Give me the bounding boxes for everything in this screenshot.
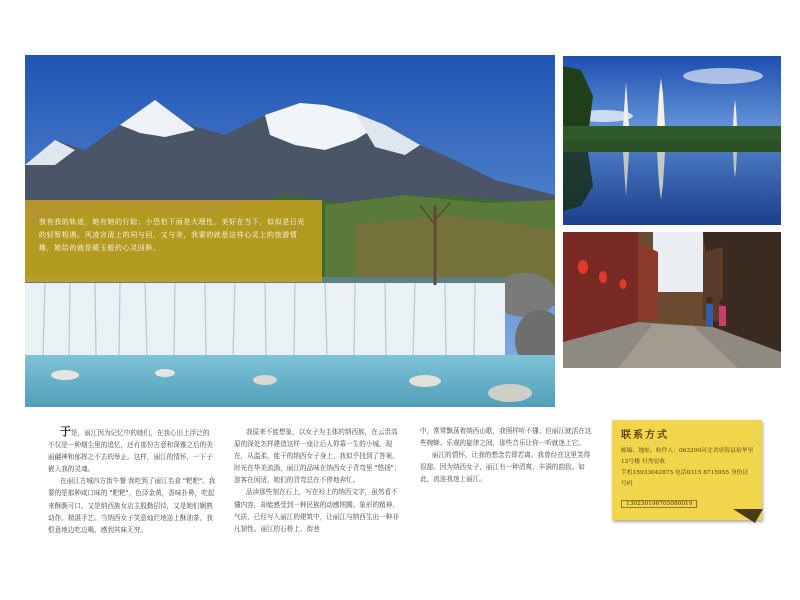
paragraph: 我原来不能想象，以女子为主体的纳西族，在云贵高原的深处怎样建造这样一座让后人仰慕一生的小城。现在，从温柔、能干的纳西女子身上，我似乎找到了答案。时光在华美流淌，丽江的品味在纳西女子背弯里 "悠扬"；游客在闲适，她们的背弯总在不停地奔忙。: [234, 428, 401, 485]
quote-text: 我有我的轨迹，她有她的行踪；小恐怕下面是大理性，美好在当下，似似是日光的轻暂相遇。风凌言清上的同与回，又与美，我要的就是这样心灵上的旅游情趣，她给的就是暖玉般的心灵回眸。: [39, 218, 305, 252]
contact-title: 联系方式: [621, 430, 669, 441]
quote-box: [25, 200, 322, 282]
article-column-2: [234, 426, 404, 535]
paragraph: 中，常常飘荡着纳西山歌，我照样听不懂；但丽江就活在这些婉蝉、乐观的旋律之间，那些音乐让你一听就迷上它。: [420, 427, 592, 448]
old-town-street-photo: [563, 232, 781, 368]
paragraph: 丽江的情怀，让我的想念若即若离。我曾经在这里笑得很甜。因为纳西女子，丽江有一种清爽、丰满的韵致。如此，流连我迷上丽江。: [420, 451, 591, 484]
contact-recipient: 12号楼 付秀宏收: [621, 459, 666, 465]
drop-cap: 于: [60, 425, 71, 438]
id-number: 130230196705080019: [621, 500, 697, 508]
contact-address: 邮编、地址、收件人：063200河北省唐海县裕华里: [621, 448, 754, 454]
paragraph: 在丽江古城四方街午餐 我吃到了丽江名食 "粑粑"。我要的是那种咸口味的 "粑粑"，色泽金黄，香味扑鼻，吃起来酥脆可口。又是纳西族女店主殷勤招待，又是她们娴熟动作、精湛手艺。当纳西女子笑意灿烂地送上酥油茶，我恨意地边吃边喝，感到其味无穷。: [48, 477, 216, 534]
contact-phone: 手机15933042875 电话0315 8715955 身份证号码: [621, 470, 749, 487]
article-column-3: [420, 425, 592, 485]
three-pagodas-reflection-photo: [563, 56, 781, 225]
paragraph: 于是，丽江因为记忆中的她们，在我心田上浮泛的不仅是一种烟尘里的追忆，还有那份古意和深雅之后的美丽翩神和郁挥之不去的举止。这样，丽江的情怀，一下子嵌入我的灵魂。: [48, 425, 213, 474]
article-column-1: [48, 426, 216, 536]
note-fold-shape: [733, 509, 763, 523]
paragraph: 品读那些刻在石上，写在衫上的纳西文字，虽然看不懂内容，却能感受到一种民族的动感图腾。象形的精神、气质，已经写入丽江的建筑中，让丽江与纳西生出一种非凡韧性。丽江的石桥上、街巷: [234, 488, 399, 533]
contact-note: [612, 420, 762, 520]
